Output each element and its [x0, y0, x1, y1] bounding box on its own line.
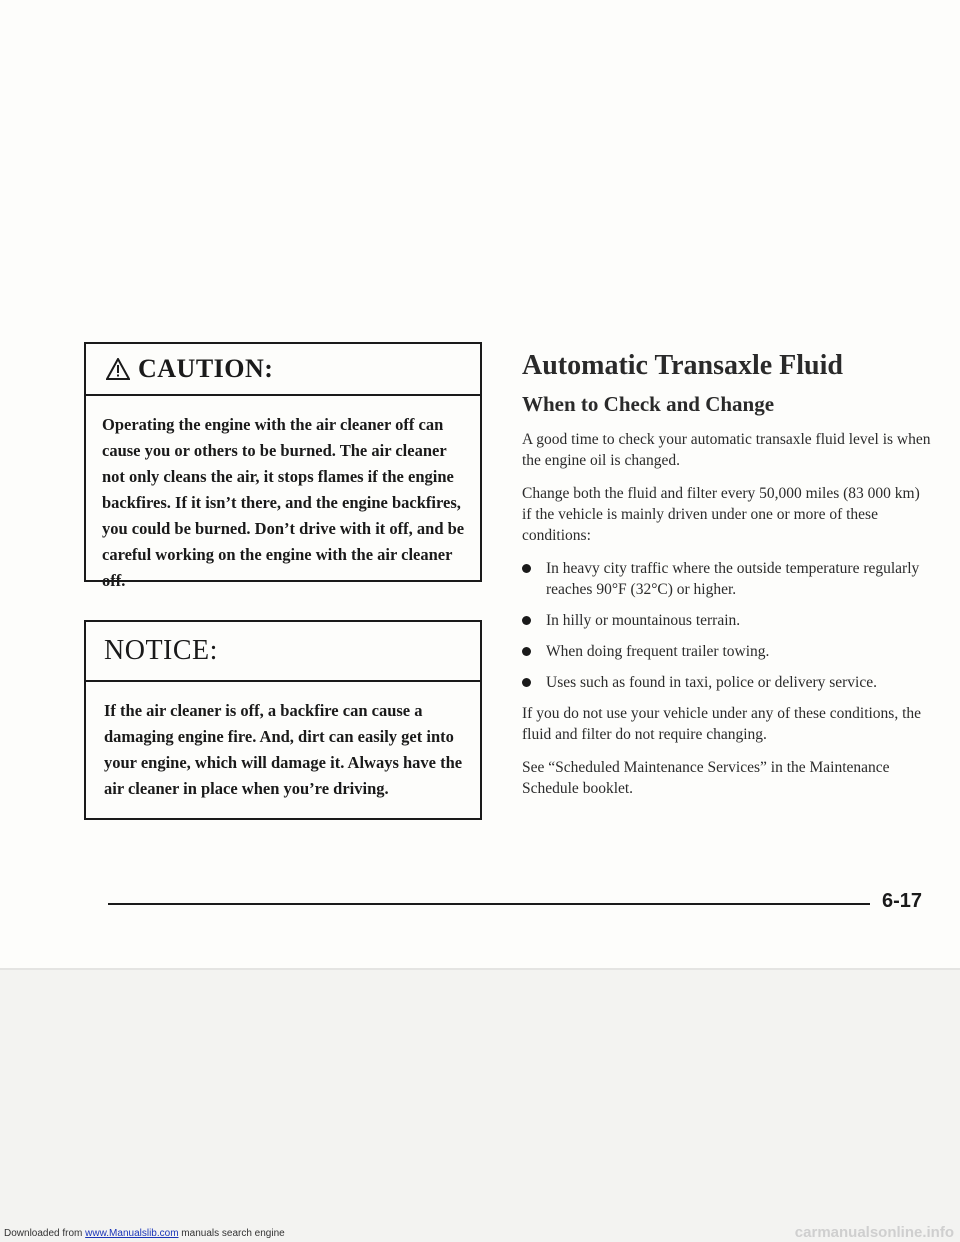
banner-prefix: Downloaded from [4, 1228, 86, 1239]
page-edge [0, 968, 960, 970]
list-item: Uses such as found in taxi, police or delivery service. [522, 672, 932, 693]
footer-rule [108, 903, 870, 905]
list-item: When doing frequent trailer towing. [522, 641, 932, 662]
conditions-list [522, 558, 932, 693]
bullet-icon [522, 564, 531, 573]
subsection-title: When to Check and Change [522, 392, 775, 416]
caution-text: Operating the engine with the air cleaner off can cause you or others to be burned. The air cleaner not only cleans the air, it stops flames if the engine backfires. If it isn’t there, and the engine backfires, you could be burned. Don’t drive with it off, and be careful working on the engine with the air cleaner off. [102, 415, 465, 590]
bullet-icon [522, 647, 531, 656]
check-timing-paragraph: A good time to check your automatic transaxle fluid level is when the engine oil is changed. [522, 431, 931, 469]
bullet-icon [522, 678, 531, 687]
caution-title: CAUTION: [138, 354, 274, 383]
notice-header [86, 622, 480, 682]
list-item: In hilly or mountainous terrain. [522, 610, 932, 631]
bullet-icon [522, 616, 531, 625]
notice-box [84, 620, 482, 820]
caution-box [84, 342, 482, 590]
download-banner [4, 1228, 285, 1239]
change-interval-paragraph: Change both the fluid and filter every 50,000 miles (83 000 km) if the vehicle is mainly driven under one or more of these conditions: [522, 485, 920, 544]
notice-title: NOTICE: [104, 635, 218, 666]
see-also-paragraph: See “Scheduled Maintenance Services” in the Maintenance Schedule booklet. [522, 759, 890, 797]
caution-header [86, 344, 480, 396]
no-change-paragraph: If you do not use your vehicle under any of these conditions, the fluid and filter do not require changing. [522, 705, 922, 743]
manualslib-link[interactable]: www.Manualslib.com [85, 1228, 179, 1239]
page-bottom-margin [0, 970, 960, 1242]
list-item: In heavy city traffic where the outside temperature regularly reaches 90°F (32°C) or higher. [522, 558, 932, 600]
watermark: carmanualsonline.info [794, 1224, 954, 1241]
banner-suffix: manuals search engine [178, 1228, 285, 1239]
section-title: Automatic Transaxle Fluid [522, 350, 843, 381]
notice-text: If the air cleaner is off, a backfire can cause a damaging engine fire. And, dirt can easily get into your engine, which will damage it. Always have the air cleaner in place when you’re driving. [104, 701, 463, 798]
warning-triangle-icon [106, 358, 130, 380]
transaxle-section [522, 350, 932, 811]
page-number: 6-17 [882, 890, 923, 912]
